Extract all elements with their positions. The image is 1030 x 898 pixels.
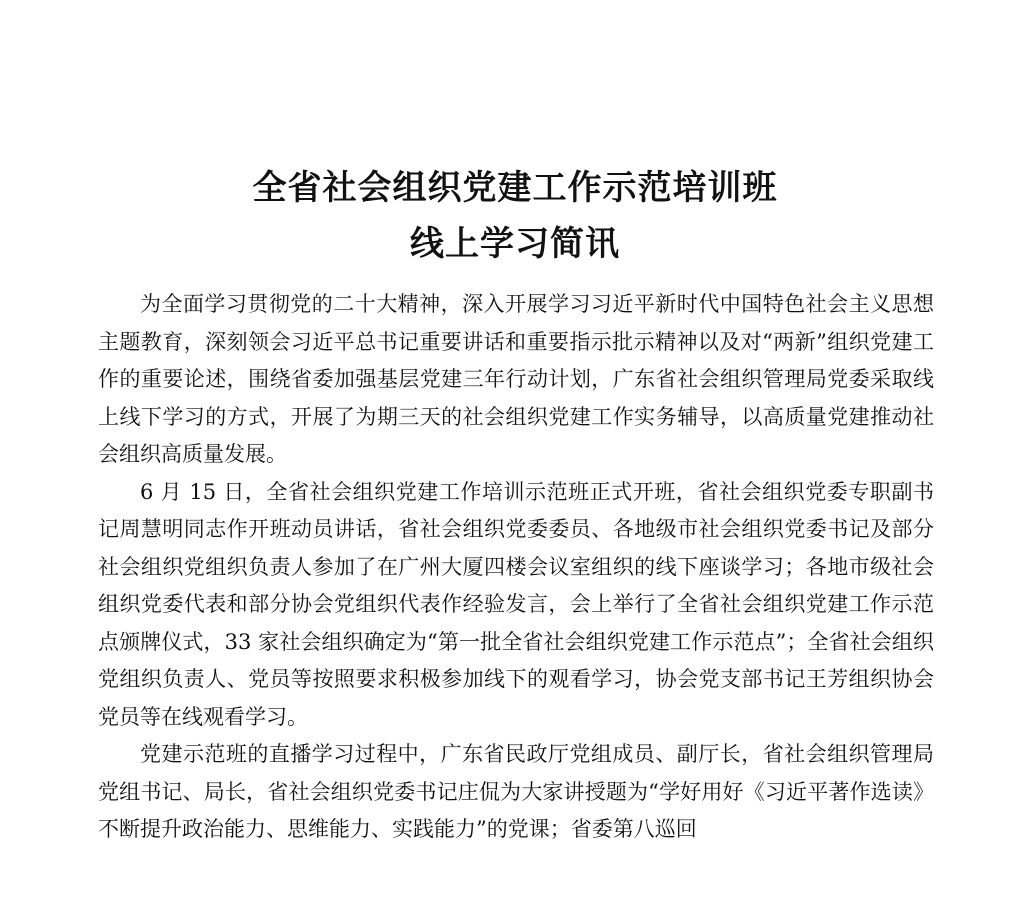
paragraph-intro: 为全面学习贯彻党的二十大精神，深入开展学习习近平新时代中国特色社会主义思想主题教育，深刻领会习近平总书记重要讲话和重要指示批示精神以及对“两新”组织党建工作的重要论述，围绕省委加强基层党建三年行动计划，广东省社会组织管理局党委采取线上线下学习的方式，开展了为期三天的社会组织党建工作实务辅导，以高质量党建推动社会组织高质量发展。 [98, 292, 934, 466]
paragraph-opening-ceremony: 6 月 15 日，全省社会组织党建工作培训示范班正式开班，省社会组织党委专职副书记周慧明同志作开班动员讲话，省社会组织党委委员、各地级市社会组织党委书记及部分社会组织党组织负责人参加了在广州大厦四楼会议室组织的线下座谈学习；各地市级社会组织党委代表和部分协会党组织代表作经验发言，会上举行了全省社会组织党建工作示范点颁牌仪式，33 家社会组织确定为“第一批全省社会组织党建工作示范点”；全省社会组织党组织负责人、党员等按照要求积极参加线下的观看学习，协会党支部书记王芳组织协会党员等在线观看学习。 [98, 479, 934, 729]
document-body [98, 286, 934, 849]
document-subtitle: 线上学习简讯 [410, 224, 620, 264]
paragraph-livestream-lecture: 党建示范班的直播学习过程中，广东省民政厅党组成员、副厅长，省社会组织管理局党组书记、局长，省社会组织党委书记庄侃为大家讲授题为“学好用好《习近平著作选读》不断提升政治能力、思维能力、实践能力”的党课；省委第八巡回 [98, 742, 934, 841]
document-title: 全省社会组织党建工作示范培训班 [252, 168, 778, 208]
